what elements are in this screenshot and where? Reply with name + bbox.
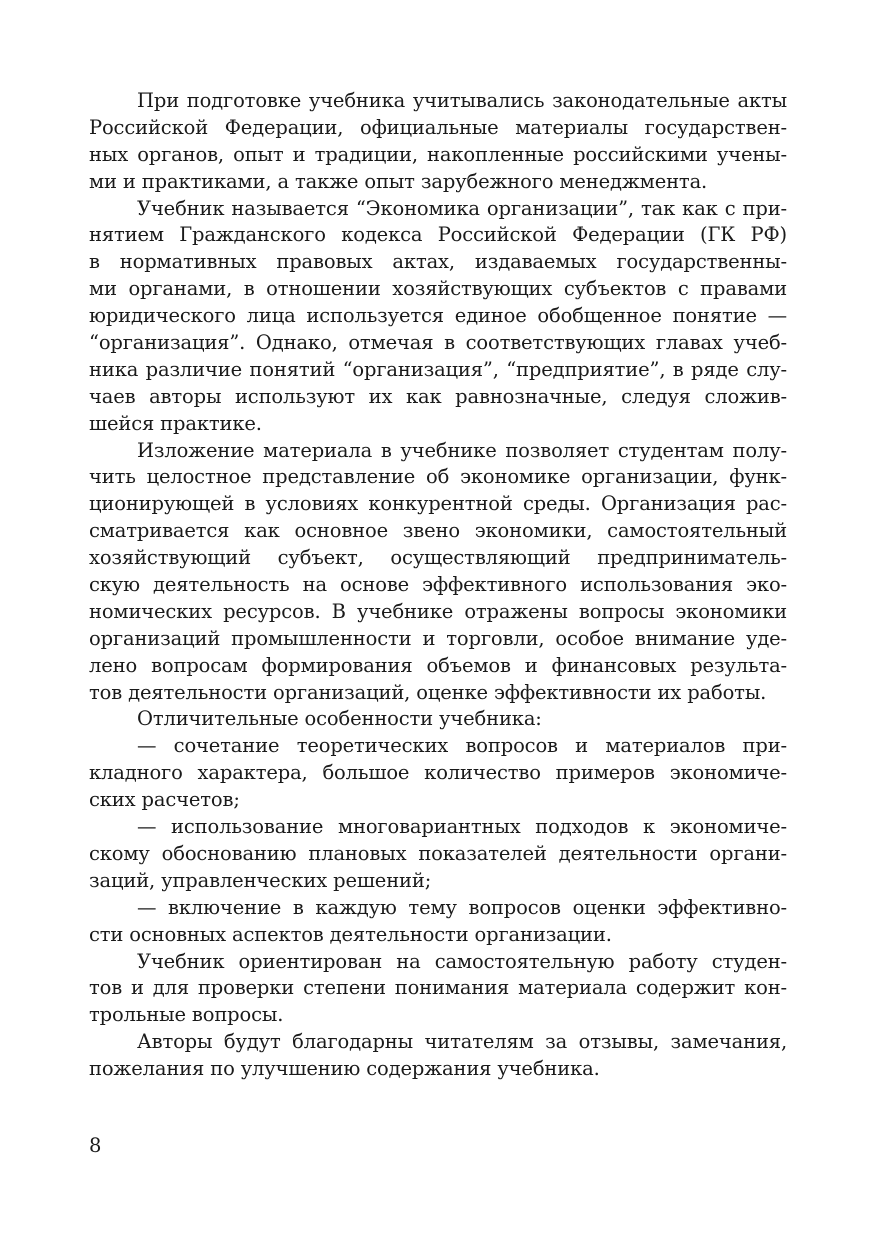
list-item (89, 895, 787, 949)
text-line: заций, управленческих решений; (89, 868, 432, 892)
text-line: — включение в каждую тему вопросов оценки эффективно- (137, 895, 787, 919)
text-line: скому обоснованию плановых показателей деятельности органи- (89, 841, 787, 865)
text-line: ми органами, в отношении хозяйствующих субъектов с правами (89, 277, 787, 301)
text-line: Авторы будут благодарны читателям за отзывы, замечания, (137, 1030, 787, 1054)
paragraph (89, 1029, 787, 1083)
paragraph (89, 438, 787, 707)
text-line: кладного характера, большое количество примеров экономиче- (89, 761, 787, 785)
text-line: юридического лица используется единое обобщенное понятие — (89, 304, 787, 328)
text-line: Учебник называется “Экономика организации”, так как с при- (137, 196, 787, 220)
text-line: сматривается как основное звено экономики, самостоятельный (89, 519, 787, 543)
text-line: лено вопросам формирования объемов и финансовых результа- (89, 653, 787, 677)
text-line: нятием Гражданского кодекса Российской Федерации (ГК РФ) (89, 223, 787, 247)
text-line: ционирующей в условиях конкурентной среды. Организация рас- (89, 492, 787, 516)
text-line: номических ресурсов. В учебнике отражены вопросы экономики (89, 599, 787, 623)
list-item (89, 733, 787, 814)
list-item (89, 814, 787, 895)
text-line: сти основных аспектов деятельности организации. (89, 922, 612, 946)
text-line: Российской Федерации, официальные материалы государствен- (89, 115, 787, 139)
paragraph (89, 706, 787, 733)
text-line: скую деятельность на основе эффективного использования эко- (89, 573, 787, 597)
paragraph (89, 88, 787, 196)
text-line: Отличительные особенности учебника: (137, 707, 542, 731)
text-line: ника различие понятий “организация”, “предприятие”, в ряде слу- (89, 357, 787, 381)
text-line: в нормативных правовых актах, издаваемых государственны- (89, 250, 787, 274)
text-line: тов деятельности организаций, оценке эффективности их работы. (89, 680, 767, 704)
text-line: — сочетание теоретических вопросов и материалов при- (137, 734, 787, 758)
text-line: шейся практике. (89, 411, 262, 435)
text-line: чаев авторы используют их как равнозначные, следуя сложив- (89, 384, 787, 408)
text-line: чить целостное представление об экономике организации, функ- (89, 465, 787, 489)
text-line: тов и для проверки степени понимания материала содержит кон- (89, 976, 787, 1000)
text-line: ских расчетов; (89, 788, 240, 812)
body-text (89, 88, 787, 1083)
text-line: Изложение материала в учебнике позволяет студентам полу- (137, 438, 787, 462)
text-line: хозяйствующий субъект, осуществляющий предприниматель- (89, 546, 787, 570)
paragraph (89, 949, 787, 1030)
paragraph (89, 196, 787, 438)
text-line: пожелания по улучшению содержания учебника. (89, 1057, 600, 1081)
page-number: 8 (89, 1134, 102, 1157)
text-line: При подготовке учебника учитывались законодательные акты (137, 89, 787, 112)
text-line: ных органов, опыт и традиции, накопленные российскими учены- (89, 142, 787, 166)
text-line: организаций промышленности и торговли, особое внимание уде- (89, 626, 787, 650)
text-line: Учебник ориентирован на самостоятельную работу студен- (137, 949, 787, 973)
text-line: “организация”. Однако, отмечая в соответствующих главах учеб- (89, 331, 787, 355)
text-line: трольные вопросы. (89, 1003, 284, 1027)
text-line: — использование многовариантных подходов к экономиче- (137, 815, 787, 839)
text-line: ми и практиками, а также опыт зарубежного менеджмента. (89, 169, 708, 193)
